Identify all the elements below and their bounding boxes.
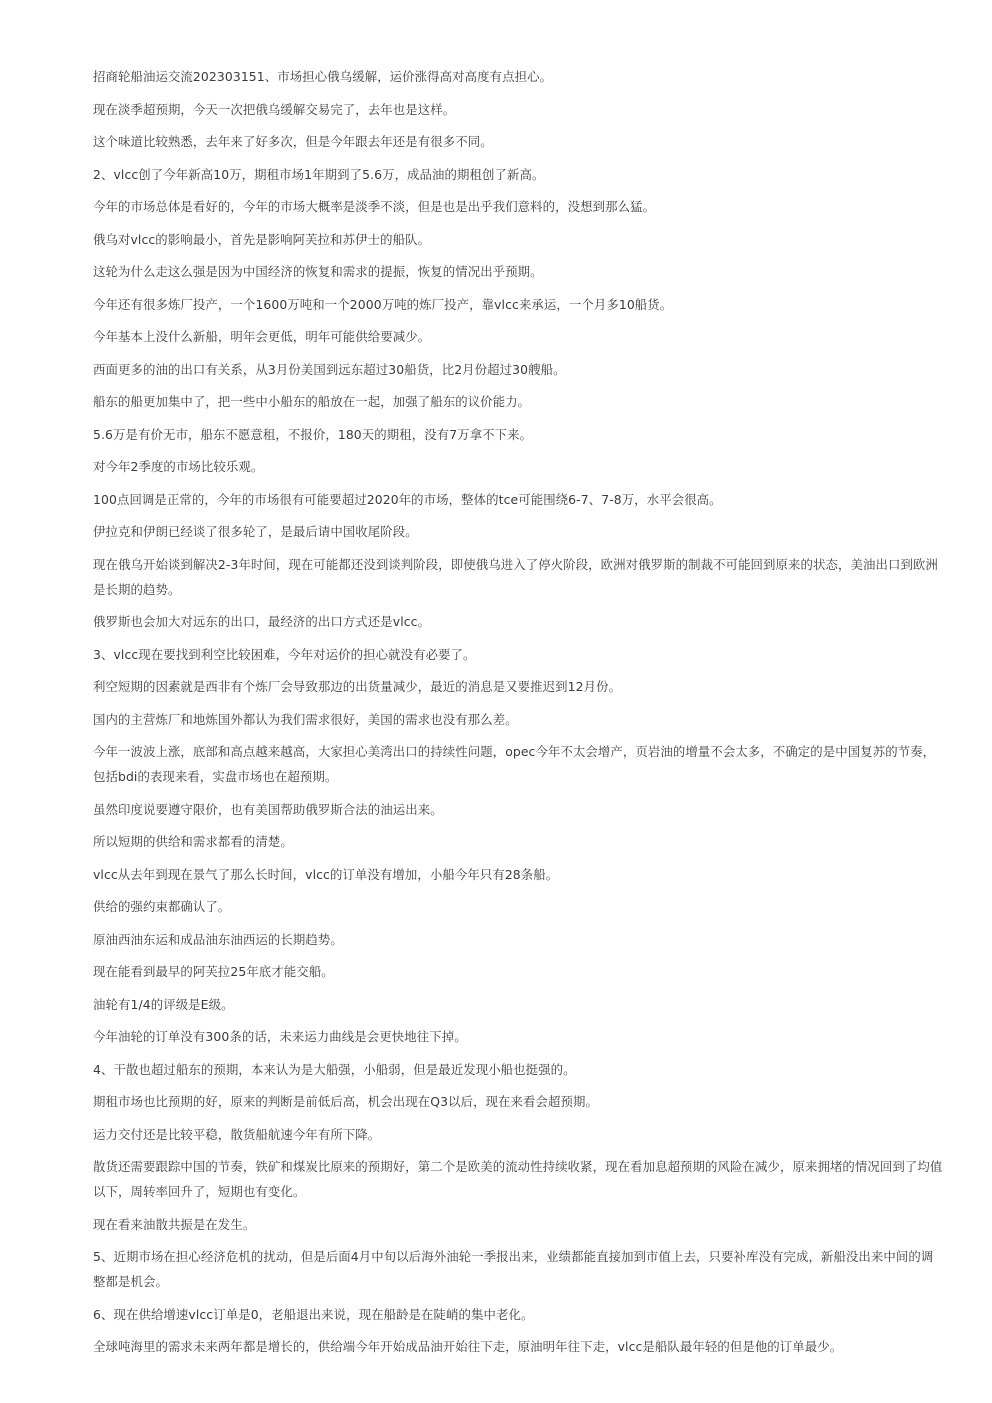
paragraph-37: 全球吨海里的需求未来两年都是增长的，供给端今年开始成品油开始往下走，原油明年往下走，vlcc是船队最年轻的但是他的订单最少。 (93, 1339, 843, 1354)
paragraph-29: 今年油轮的订单没有300条的话，未来运力曲线是会更快地往下掉。 (93, 1029, 467, 1044)
paragraph-25: 供给的强约束都确认了。 (93, 899, 231, 914)
paragraph-11: 船东的船更加集中了，把一些中小船东的船放在一起，加强了船东的议价能力。 (93, 394, 531, 409)
paragraph-22: 虽然印度说要遵守限价，也有美国帮助俄罗斯合法的油运出来。 (93, 801, 443, 817)
paragraph-20: 国内的主营炼厂和地炼国外都认为我们需求很好，美国的需求也没有那么差。 (93, 711, 518, 727)
paragraph-33: 散货还需要跟踪中国的节奏，铁矿和煤炭比原来的预期好，第二个是欧美的流动性持续收紧，现在看加息超预期的风险在减少，原来拥堵的情况回到了均值以下，周转率回升了，短期也有变化。 (93, 1159, 943, 1199)
paragraph-23: 所以短期的供给和需求都看的清楚。 (93, 834, 293, 849)
paragraph-26: 原油西油东运和成品油东油西运的长期趋势。 (93, 931, 343, 947)
paragraph-15: 伊拉克和伊朗已经谈了很多轮了，是最后请中国收尾阶段。 (93, 524, 418, 539)
paragraph-32: 运力交付还是比较平稳，散货船航速今年有所下降。 (93, 1126, 381, 1142)
paragraph-35: 5、近期市场在担心经济危机的扰动，但是后面4月中旬以后海外油轮一季报出来，业绩都能直接加到市值上去，只要补库没有完成，新船没出来中间的调整都是机会。 (93, 1249, 934, 1289)
paragraph-19: 利空短期的因素就是西非有个炼厂会导致那边的出货量减少，最近的消息是又要推迟到12月份。 (93, 679, 622, 694)
paragraph-8: 今年还有很多炼厂投产，一个1600万吨和一个2000万吨的炼厂投产，靠vlcc来承运，一个月多10船货。 (93, 296, 673, 312)
paragraph-4: 2、vlcc创了今年新高10万，期租市场1年期到了5.6万，成品油的期租创了新高。 (93, 166, 545, 182)
paragraph-1: 招商轮船油运交流202303151、市场担心俄乌缓解，运价涨得高对高度有点担心。 (93, 69, 553, 84)
paragraph-16: 现在俄乌开始谈到解决2-3年时间，现在可能都还没到谈判阶段，即使俄乌进入了停火阶段，欧洲对俄罗斯的制裁不可能回到原来的状态，美油出口到欧洲是长期的趋势。 (93, 556, 938, 597)
paragraph-14: 100点回调是正常的，今年的市场很有可能要超过2020年的市场，整体的tce可能围绕6-7、7-8万，水平会很高。 (93, 491, 722, 507)
paragraph-7: 这轮为什么走这么强是因为中国经济的恢复和需求的提振，恢复的情况出乎预期。 (93, 264, 543, 279)
paragraph-6: 俄乌对vlcc的影响最小，首先是影响阿芙拉和苏伊士的船队。 (93, 231, 431, 247)
paragraph-12: 5.6万是有价无市，船东不愿意租，不报价，180天的期租，没有7万拿不下来。 (93, 426, 533, 442)
paragraph-3: 这个味道比较熟悉，去年来了好多次，但是今年跟去年还是有很多不同。 (93, 134, 493, 149)
paragraph-31: 期租市场也比预期的好，原来的判断是前低后高，机会出现在Q3以后，现在来看会超预期。 (93, 1094, 598, 1109)
paragraph-34: 现在看来油散共振是在发生。 (93, 1216, 256, 1232)
paragraph-13: 对今年2季度的市场比较乐观。 (93, 459, 264, 474)
paragraph-17: 俄罗斯也会加大对远东的出口，最经济的出口方式还是vlcc。 (93, 614, 431, 629)
paragraph-21: 今年一波波上涨，底部和高点越来越高，大家担心美湾出口的持续性问题，opec今年不太会增产，页岩油的增量不会太多，不确定的是中国复苏的节奏，包括bdi的表现来看，实盘市场也在超预期。 (93, 744, 936, 784)
paragraph-9: 今年基本上没什么新船，明年会更低，明年可能供给要减少。 (93, 329, 431, 344)
document-body (93, 64, 943, 1367)
paragraph-28: 油轮有1/4的评级是E级。 (93, 996, 234, 1012)
paragraph-10: 西面更多的油的出口有关系，从3月份美国到远东超过30船货，比2月份超过30艘船。 (93, 361, 566, 377)
paragraph-30: 4、干散也超过船东的预期，本来认为是大船强，小船弱，但是最近发现小船也挺强的。 (93, 1061, 576, 1077)
paragraph-27: 现在能看到最早的阿芙拉25年底才能交船。 (93, 964, 334, 979)
paragraph-5: 今年的市场总体是看好的，今年的市场大概率是淡季不淡，但是也是出乎我们意料的，没想到那么猛。 (93, 199, 656, 214)
paragraph-2: 现在淡季超预期，今天一次把俄乌缓解交易完了，去年也是这样。 (93, 101, 456, 117)
paragraph-36: 6、现在供给增速vlcc订单是0，老船退出来说，现在船龄是在陡峭的集中老化。 (93, 1306, 534, 1322)
paragraph-18: 3、vlcc现在要找到利空比较困难，今年对运价的担心就没有必要了。 (93, 646, 476, 662)
paragraph-24: vlcc从去年到现在景气了那么长时间，vlcc的订单没有增加，小船今年只有28条船。 (93, 866, 559, 882)
